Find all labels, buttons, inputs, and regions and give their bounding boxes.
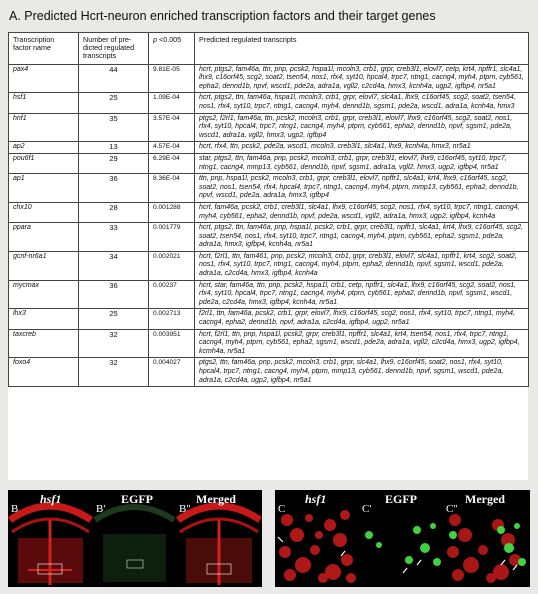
tf-table	[8, 32, 529, 387]
panel-c-letter: C	[278, 503, 286, 515]
tf-name-cell: chx10	[9, 202, 79, 222]
panel-c-double-prime-letter: C''	[446, 503, 458, 515]
tf-name-cell: gcnf-nr6a1	[9, 251, 79, 280]
pvalue-cell: 0.003951	[149, 329, 195, 358]
tf-table-container	[8, 32, 528, 480]
table-row	[9, 309, 529, 329]
header-tf: Transcription factor name	[9, 33, 79, 65]
table-row	[9, 329, 529, 358]
panel-b-prime	[93, 490, 176, 587]
table-row	[9, 223, 529, 252]
table-row	[9, 251, 529, 280]
panel-c-label: hsf1	[305, 492, 327, 506]
pvalue-cell: 0.002713	[149, 309, 195, 329]
panel-c-double-prime	[443, 490, 530, 587]
tf-name-cell: pax4	[9, 64, 79, 93]
table-row	[9, 202, 529, 222]
panel-b-double-prime-label: Merged	[196, 492, 236, 506]
targets-cell: hcrt, ptgs2, ttn, fam46a, hspa1l, mcoln3, crb1, grpr, elovl7, slc4a1, lhx9, c16orf45, scg2, soat2, tsen54, nos1, rfx4, syt10, trpc7, ntng1, cacng4, myh4, dennd1b, sgsm1, pde2a, wscd1, adra1a, kcnh4a, hmx3	[195, 93, 529, 113]
targets-cell: ttn, pnp, hspa1l, pcsk2, mcoln3, crb1, grpr, creb3l1, elovl7, npffr1, slc4a1, krt4, lhx9, c16orf45, scg2, soat2, nos1, tsen54, rfx4, hpcal4, trpc7, ntng1, cacng4, myh4, ptprn, mmp13, cyb561, epha2, dennd1b, npvf, wscd1, pde2a, adra1a, hmx3, igfbp4	[195, 174, 529, 203]
targets-cell: hcrt, f2rl1, ttn, fam461, pnp, pcsk2, mcoln3, crb1, grpr, creb3l1, elovl7, slc4a1, npffr1, krt4, scg2, soat2, nos1, rfx4, syt10, trpc7, ntng1, cacng4, myh4, ptprn, epha2, dennd1b, npvf, sgsm1, wscd1, pde2a, adra1a, c2cd4a, hmx3, igfbp4, kcnh4a	[195, 251, 529, 280]
panel-c-prime-label: EGFP	[385, 492, 417, 506]
tf-name-cell: foxo4	[9, 358, 79, 387]
header-pvalue: p <0.005	[149, 33, 195, 65]
panel-c-prime-letter: C'	[362, 503, 372, 515]
count-cell: 36	[79, 280, 149, 309]
image-panels	[0, 490, 538, 594]
targets-cell: hcrt, f2rl1, ttn, pnp, hspa1l, pcsk2, grpr, creb3l1, npffr1, slc4a1, krt4, tsen54, nos1, rfx4, trpc7, ntng1, cacng4, myh4, ptprn, cyb561, epha2, sgsm1, wscd1, pde2a, adra1a, vgll2, c2cd4a, hmx3, ugp2, igfbp4, kcmh4a, nr5a1	[195, 329, 529, 358]
count-cell: 25	[79, 93, 149, 113]
table-row	[9, 113, 529, 142]
targets-cell: hcrt, rfx4, ttn, pcsk2, pde2a, wscd1, mcoln3, creb3l1, slc4a1, lhx9, kcnh4a, hmx3, nr5a1	[195, 142, 529, 154]
panel-c-prime	[359, 490, 443, 587]
targets-cell: f2rl1, ttn, fam46a, pcsk2, crb1, grpr, elovl7, lhx9, c16orf45, scg2, nos1, rfx4, syt10, trpc7, ntng1, myh4, cacng4, epha2, dennd1b, npvf, adra1a, c2cd4a, igfbp4, ugp2, nr5a1	[195, 309, 529, 329]
pvalue-cell: 0.002021	[149, 251, 195, 280]
pvalue-cell: 3.57E-04	[149, 113, 195, 142]
pvalue-cell: 4.57E-04	[149, 142, 195, 154]
panel-b-prime-label: EGFP	[121, 492, 153, 506]
tf-name-cell: pou6f1	[9, 153, 79, 173]
table-row	[9, 153, 529, 173]
panel-b-prime-letter: B'	[96, 503, 106, 515]
count-cell: 44	[79, 64, 149, 93]
targets-cell: ptgs2, f2rl1, fam46a, ttn, pcsk2, mcoln3, crb1, grpr, creb3l1, elovl7, lhx9, c16orf45, scg2, soat2, nos1, rfx4, syt10, hpcal4, trpc7, ntng1, cacng4, myh4, ptprn, cyb561, epha2, dennd1b, npvf, sgsm1, pde2a, wscd1, adra1a, vgll2, hmx3, ugp2, igfbp4	[195, 113, 529, 142]
count-cell: 29	[79, 153, 149, 173]
pvalue-cell: 0.001288	[149, 202, 195, 222]
count-cell: 33	[79, 223, 149, 252]
pvalue-cell: 8.36E-04	[149, 174, 195, 203]
targets-cell: star, ptgs2, ttn, fam46a, pnp, pcsk2, mcoln3, crb1, grpr, creb3l1, elovl7, lhx9, c16orf45, syt10, trpc7, ntng1, cacng4, mmp13, cyb561, dennd1b, npvf, sgsm1, adra1a, vgll2, hmx3, ugp2, igfbp4, nr5a1	[195, 153, 529, 173]
table-row	[9, 358, 529, 387]
panel-b-letter: B	[11, 503, 19, 515]
count-cell: 32	[79, 358, 149, 387]
table-row	[9, 280, 529, 309]
panel-c-double-prime-label: Merged	[465, 492, 505, 506]
pvalue-cell: 0.00237	[149, 280, 195, 309]
panel-b-double-prime-letter: B''	[179, 503, 191, 515]
header-count: Number of pre-dicted regulated transcripts	[79, 33, 149, 65]
table-row	[9, 93, 529, 113]
tf-name-cell: ap2	[9, 142, 79, 154]
pvalue-cell: 0.004027	[149, 358, 195, 387]
tf-name-cell: lhx3	[9, 309, 79, 329]
pvalue-cell: 0.001779	[149, 223, 195, 252]
targets-cell: hcrt, fam46a, pcsk2, crb1, creb3l1, slc4a1, lhx9, c16orf45, scg2, nos1, rfx4, syt10, trpc7, ntng1, cacng4, myh4, cyb561, epha2, dennd1b, npvf, pde2a, wscd1, vgll2, adra1a, hmx3, ugp2, igfbp4, kcnh4a	[195, 202, 529, 222]
tf-name-cell: taxcreb	[9, 329, 79, 358]
tf-name-cell: hsf1	[9, 93, 79, 113]
panel-b-double-prime	[176, 490, 262, 587]
tf-name-cell: mycmax	[9, 280, 79, 309]
figure-title: A. Predicted Hcrt-neuron enriched transcription factors and their target genes	[9, 9, 436, 23]
targets-cell: hcrt, ptgs2, fam46a, ttn, pnp, pcsk2, hspa1l, mcoln3, crb1, grpr, creb3l1, elovl7, cetp, krt4, npffr1, slc4a1, lhx9, c16orf45, scg2, soat2, tsen54, nos1, rfx4, syt10, hpcal4, trpc7, ntng1, cacng4, myh4, ptprn, cyb561, epha2, dennd1b, npvf, wscd1, pde2a, adra1a, vgll2, c2cd4a, hmx3, kcnh4a, ugp2, igfbp4, nr5a1	[195, 64, 529, 93]
pvalue-cell: 6.29E-04	[149, 153, 195, 173]
table-header-row	[9, 33, 529, 65]
tf-name-cell: ap1	[9, 174, 79, 203]
table-row	[9, 64, 529, 93]
tf-name-cell: ppara	[9, 223, 79, 252]
count-cell: 13	[79, 142, 149, 154]
targets-cell: ptgs2, ttn, fam46a, pnp, pcsk2, mcoln3, crb1, grpr, slc4a1, lhx9, c16orf45, soat2, nos1, rfx4, syt10, hpcal4, trpc7, ntng1, cacng4, myh4, ptprn, mmp13, cyb561, dennd1b, npvf, sgsm1, wscd1, pde2a, adra1a, c2cd4a, ugp2, igfbp4, nr5a1	[195, 358, 529, 387]
count-cell: 25	[79, 309, 149, 329]
panel-b	[8, 490, 93, 587]
pvalue-cell: 1.09E-04	[149, 93, 195, 113]
table-row	[9, 174, 529, 203]
count-cell: 36	[79, 174, 149, 203]
count-cell: 35	[79, 113, 149, 142]
tf-name-cell: hnf1	[9, 113, 79, 142]
panel-b-label: hsf1	[40, 492, 62, 506]
pvalue-cell: 9.81E-05	[149, 64, 195, 93]
count-cell: 34	[79, 251, 149, 280]
header-targets: Predicted regulated transcripts	[195, 33, 529, 65]
count-cell: 32	[79, 329, 149, 358]
panel-c	[275, 490, 359, 587]
count-cell: 28	[79, 202, 149, 222]
targets-cell: hcrt, ptgs2, ttn, fam46a, pnp, hspa1l, pcsk2, crb1, grpr, creb3l1, npffr1, slc4a1, krt4, lhx9, c16orf45, scg2, soat2, tsen54, nos1, rfx4, syt10, trpc7, ntng1, cacng4, myh4, ptprn, cyb561, epha2, sgsm1, pde2a, adra1a, hmx3, igfbp4, kcnh4a, nr5a1	[195, 223, 529, 252]
table-row	[9, 142, 529, 154]
targets-cell: hcrt, star, fam46a, ttn, pnp, pcsk2, hspa1l, crb1, cetp, npffr1, slc4a1, lhx9, c16orf45, scg2, soat2, nos1, rfx4, syt10, hpcal4, trpc7, ntng1, cacng4, myh4, ptprn, cyb561, epha2, dennd1b, npvf, sgsm1, wscd1, pde2a, c2cd4a, hmx3, igfbp4, kcnh4a, nr5a1	[195, 280, 529, 309]
